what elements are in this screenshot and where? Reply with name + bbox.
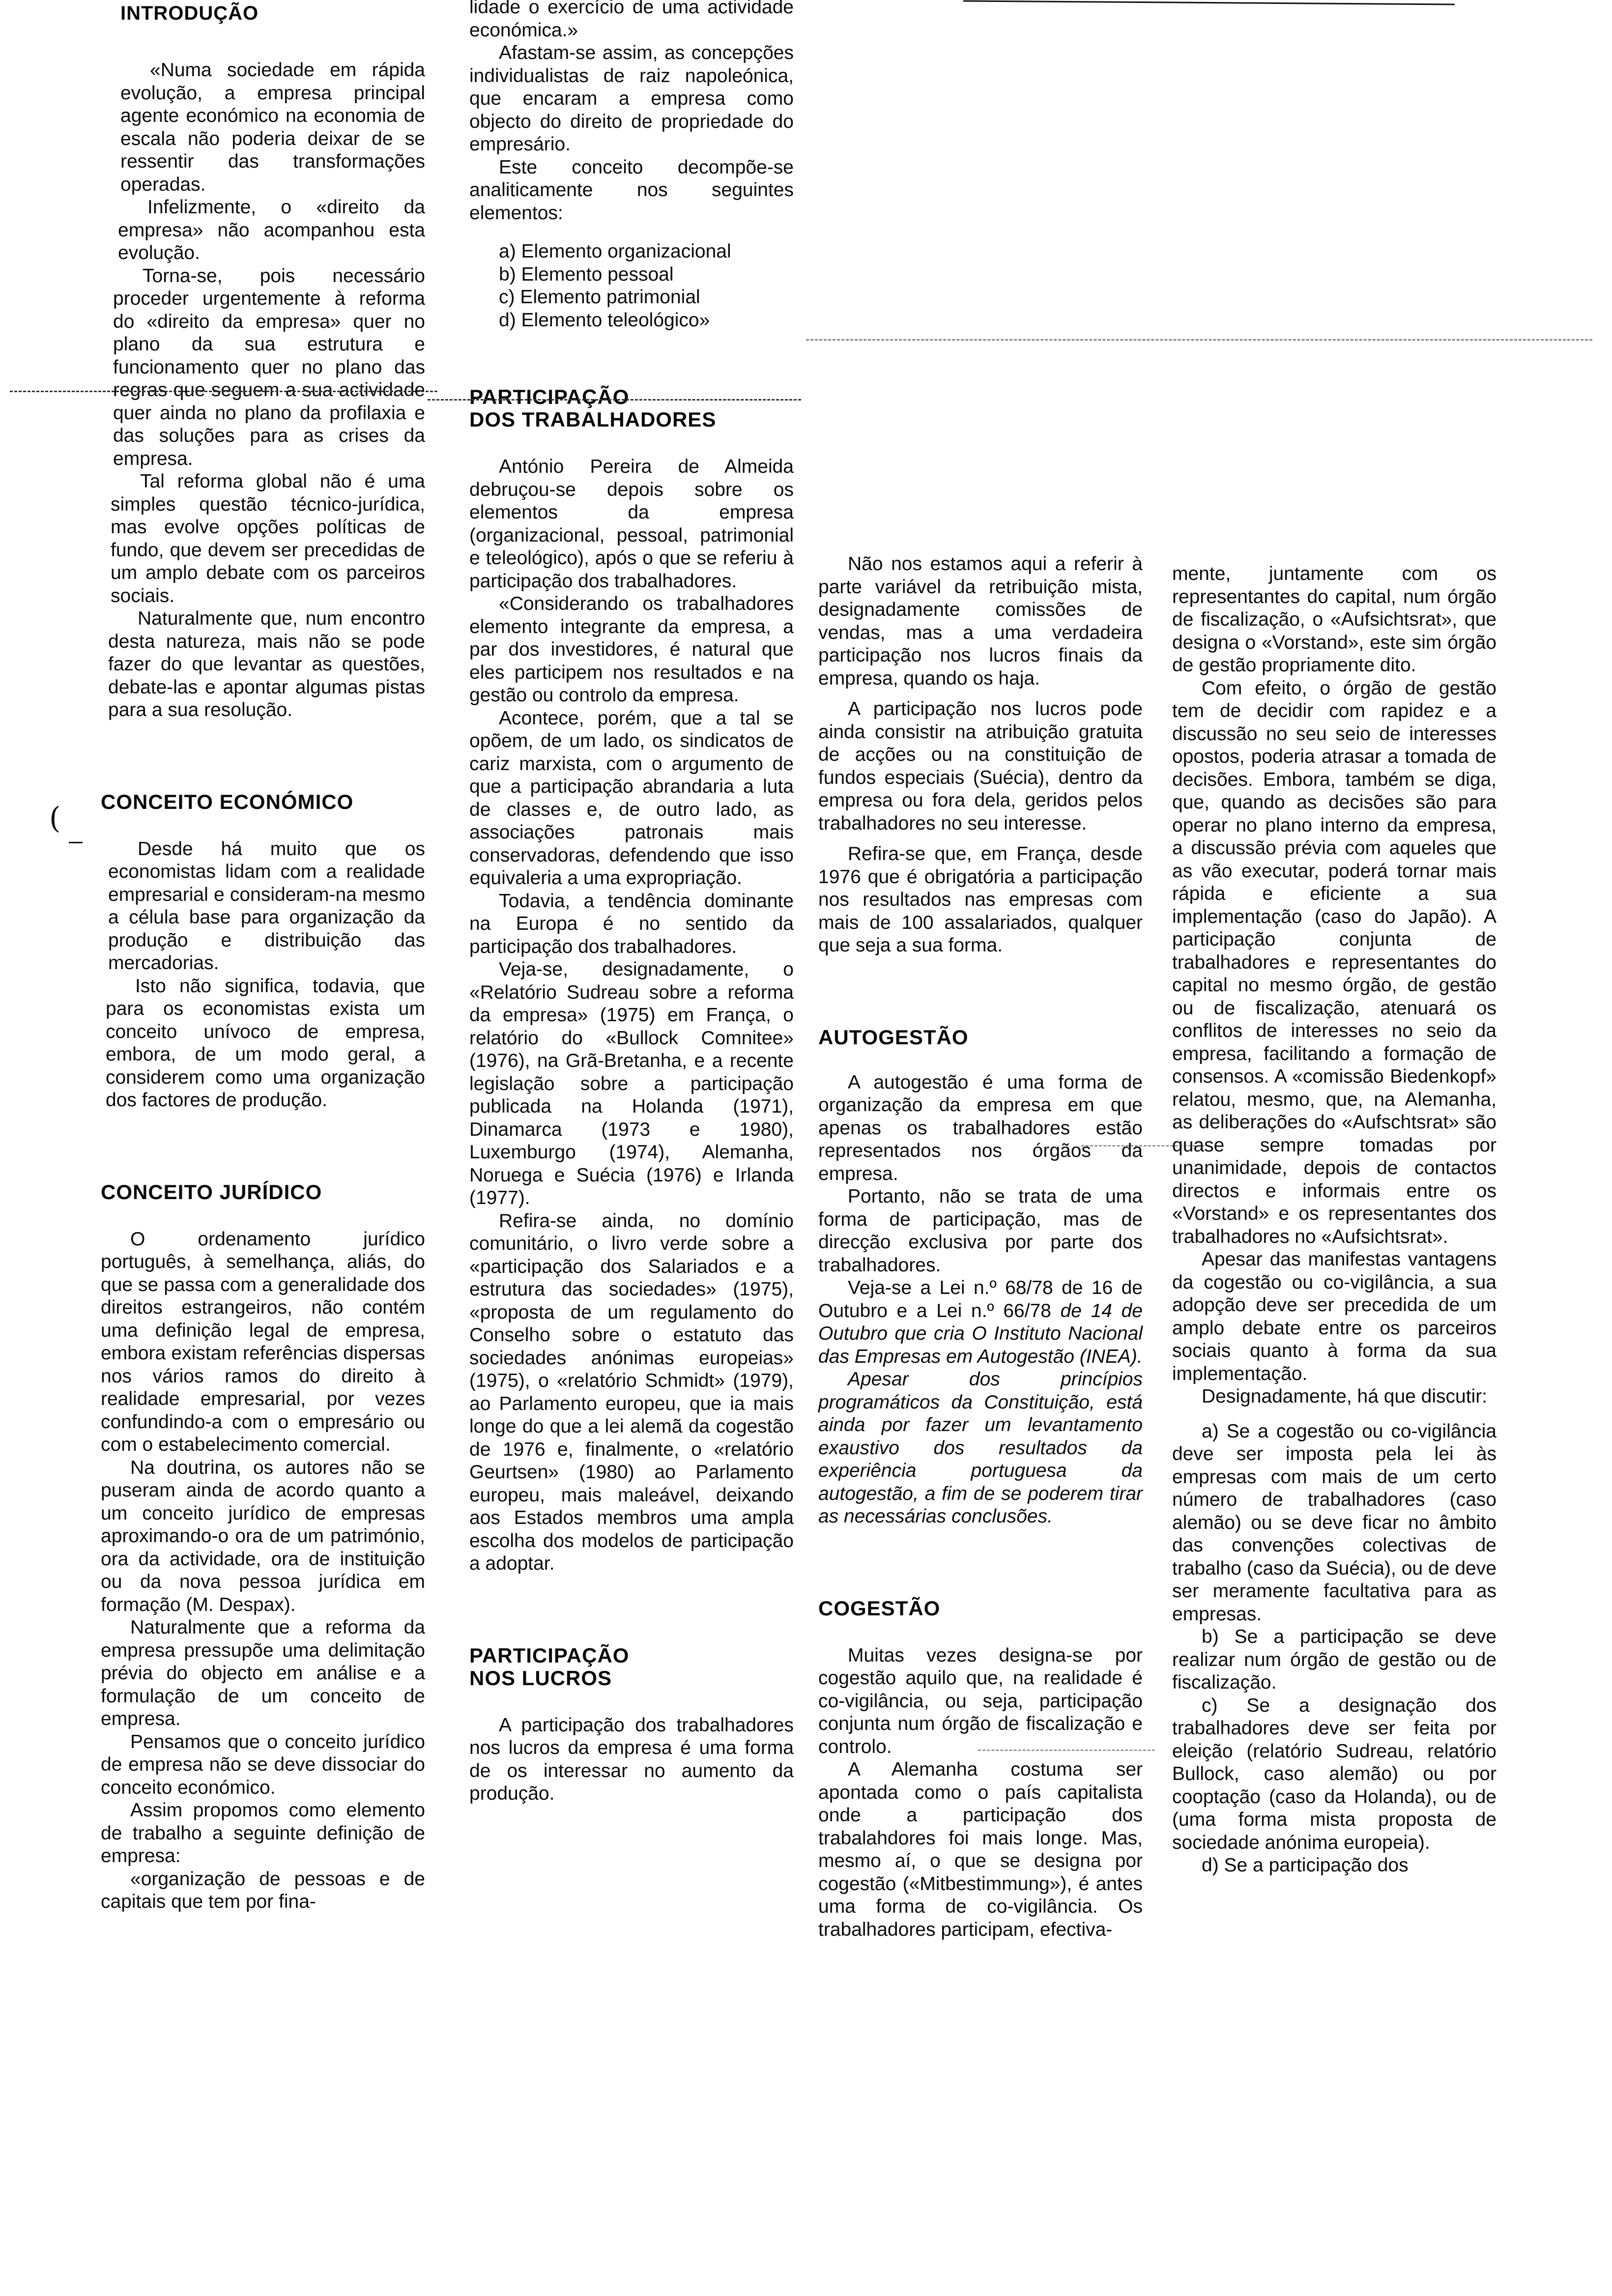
heading-line: PARTICIPAÇÃO <box>469 385 630 408</box>
paragraph: Com efeito, o órgão de gestão tem de decidir com rapidez e a discussão no seu seio de interesses opostos, poderia atrasar a tomada de decisões. Embora, também se diga, que, quando as decisões são para operar no plano interno da empresa, a discussão prévia com aqueles que as vão executar, poderá tornar mais rápida e eficiente a sua implementação (caso do Japão). A participação conjunta de trabalhadores e representantes do capital no mesmo órgão, de gestão ou de fiscalização, atenuará os conflitos de interesses no seio da empresa, facilitando a formação de consensos. A «comissão Biedenkopf» relatou, mesmo, que, na Alemanha, as deliberações do «Aufschtsrat» são quase sempre tomadas por unanimidade, depois de contactos directos e informais entre os «Vorstand» e os representantes dos trabalhadores no «Aufsichtsrat». <box>1172 677 1497 1247</box>
heading-conceito-juridico: CONCEITO JURÍDICO <box>101 1180 322 1204</box>
list-item: d) Elemento teleológico» <box>499 309 710 331</box>
paragraph: O ordenamento jurídico português, à semelhança, aliás, do que se passa com a generalidade dos direitos estrangeiros, não contém uma definição legal de empresa, embora existam referências dispersas nos vários ramos do direito à realidade empresarial, por vezes confundindo-a com o empresário ou com o estabelecimento comercial. <box>101 1228 425 1455</box>
paragraph: Este conceito decompõe-se analiticamente nos seguintes elementos: <box>469 156 794 224</box>
paragraph: Isto não significa, todavia, que para os economistas exista um conceito unívoco de empresa, embora, de um modo geral, a considerem como uma organização dos factores de produção. <box>106 975 425 1111</box>
paragraph: d) Se a participação dos <box>1202 1855 1409 1876</box>
paragraph-continued: mente, juntamente com os representantes do capital, num órgão de fiscalização, o «Aufsichtsrat», que designa o «Vorstand», este sim órgão de gestão propriamente dito. <box>1172 563 1497 676</box>
paragraph: Acontece, porém, que a tal se opõem, de um lado, os sindicatos de cariz marxista, com o argumento de que a participação abrandaria a luta de classes e, de outro lado, as associações patronais mais conservadoras, defendendo que isso equivaleria a uma expropriação. <box>469 707 794 889</box>
paragraph: Muitas vezes designa-se por cogestão aquilo que, na realidade é co-vigilância, ou seja, participação conjunta num órgão de fiscalização e controlo. <box>818 1644 1143 1757</box>
heading-cogestao: COGESTÃO <box>818 1596 941 1620</box>
paragraph: «Considerando os trabalhadores elemento integrante da empresa, a par dos investidores, é natural que eles participem nos resultados e na gestão ou controlo da empresa. <box>469 593 794 706</box>
paragraph-continued: lidade o exercício de uma actividade económica.» <box>469 0 794 41</box>
column-2 <box>469 0 794 1806</box>
paragraph: Tal reforma global não é uma simples questão técnico-jurídica, mas evolve opções políticas de fundo, que devem ser precedidas de um amplo debate com os parceiros sociais. <box>111 471 425 606</box>
heading-participacao-trabalhadores <box>469 386 794 431</box>
paragraph: Desde há muito que os economistas lidam com a realidade empresarial e consideram-na mesmo a célula base para organização da produção e distribuição das mercadorias. <box>108 838 425 974</box>
dashed-rule <box>428 399 801 402</box>
paragraph <box>818 1277 1143 1368</box>
heading-line: PARTICIPAÇÃO <box>469 1643 630 1667</box>
paragraph: b) Se a participação se deve realizar num órgão de gestão ou de fiscalização. <box>1172 1626 1497 1693</box>
column-3 <box>818 553 1143 1941</box>
paragraph: Refira-se ainda, no domínio comunitário, o livro verde sobre a «participação dos Salariados e a estrutura das sociedades» (1975), «proposta de um regulamento do Conselho sobre o estatuto das sociedades anónimas europeias» (1975), o «relatório Schmidt» (1979), ao Parlamento europeu, que ia mais longe do que a lei alemã da cogestão de 1976 e, finalmente, o «relatório Geurtsen» (1980) ao Parlamento europeu, mais maleável, deixando aos Estados membros uma ampla escolha dos modelos de participação a adoptar. <box>469 1210 794 1574</box>
heading-participacao-lucros <box>469 1644 794 1690</box>
paragraph: Todavia, a tendência dominante na Europa é no sentido da participação dos trabalhadores. <box>469 890 794 957</box>
dashed-rule <box>10 391 437 393</box>
paragraph: c) Se a designação dos trabalhadores deve ser feita por eleição (relatório Sudreau, relatório Bullock, caso alemão) ou por cooptação (caso da Holanda), ou de (uma forma mista proposta de sociedade anónima europeia). <box>1172 1694 1497 1853</box>
paragraph: A participação nos lucros pode ainda consistir na atribuição gratuita de acções ou na constituição de fundos especiais (Suécia), dentro da empresa ou fora dela, geridos pelos trabalhadores no seu interesse. <box>818 698 1143 834</box>
paragraph: Torna-se, pois necessário proceder urgentemente à reforma do «direito da empresa» quer no plano da sua estrutura e funcionamento quer no plano das regras que seguem a sua actividade quer ainda no plano da profilaxia e das soluções para as crises da empresa. <box>113 265 425 469</box>
law-reference-italic: de 14 de Outubro que cria O Instituto Nacional das Empresas em Autogestão (INEA). <box>818 1300 1143 1367</box>
column-1 <box>101 0 425 1914</box>
paragraph: Apesar das manifestas vantagens da cogestão ou co-vigilância, a sua adopção deve ser precedida de um amplo debate entre os parceiros sociais quanto à forma da sua implementação. <box>1172 1249 1497 1384</box>
margin-dash-mark <box>69 842 83 843</box>
paragraph: A participação dos trabalhadores nos lucros da empresa é uma forma de os interessar no aumento da produção. <box>469 1714 794 1804</box>
heading-line: DOS TRABALHADORES <box>469 408 717 431</box>
paragraph: Naturalmente que, num encontro desta natureza, mais não se pode fazer do que levantar as questões, debate-las e apontar algumas pistas para a sua resolução. <box>108 608 425 720</box>
list-item: c) Elemento patrimonial <box>499 287 700 308</box>
paragraph: A autogestão é uma forma de organização da empresa em que apenas os trabalhadores estão representados nos órgãos da empresa. <box>818 1071 1143 1184</box>
paragraph: Portanto, não se trata de uma forma de participação, mas de direcção exclusiva por parte dos trabalhadores. <box>818 1186 1143 1276</box>
paragraph: Infelizmente, o «direito da empresa» não acompanhou esta evolução. <box>118 197 425 263</box>
dashed-rule <box>806 339 1592 342</box>
paragraph: «Numa sociedade em rápida evolução, a empresa principal agente económico na economia de escala não poderia deixar de se ressentir das transformações operadas. <box>120 59 425 195</box>
paragraph: António Pereira de Almeida debruçou-se depois sobre os elementos da empresa (organizacional, pessoal, patrimonial e teleológico), após o que se referiu à participação dos trabalhadores. <box>469 456 794 592</box>
law-reference: Veja-se a Lei n.º 68/78 de 16 de Outubro e a Lei n.º 66/78 <box>818 1277 1143 1321</box>
paragraph: Não nos estamos aqui a referir à parte variável da retribuição mista, designadamente comissões de vendas, mas a uma verdadeira participação nos lucros finais da empresa, quando os haja. <box>818 553 1143 689</box>
list-item: b) Elemento pessoal <box>499 263 674 285</box>
dashed-rule <box>1081 1145 1209 1148</box>
paragraph: a) Se a cogestão ou co-vigilância deve ser imposta pela lei às empresas com mais de um certo número de trabalhadores (caso alemão) ou se deve ficar no âmbito das convenções colectivas de trabalho (caso da Suécia), ou de deve ser meramente facultativa para as empresas. <box>1172 1420 1497 1625</box>
heading-autogestao: AUTOGESTÃO <box>818 1025 969 1049</box>
paragraph-italic: Apesar dos princípios programáticos da Constituição, está ainda por fazer um levantamento exaustivo dos resultados da experiência portuguesa da autogestão, a fim de se poderem tirar as necessárias conclusões. <box>818 1369 1143 1527</box>
paragraph: «organização de pessoas e de capitais que tem por fina- <box>101 1868 425 1912</box>
margin-bracket-mark: ( <box>49 801 61 835</box>
paragraph: Assim propomos como elemento de trabalho a seguinte definição de empresa: <box>101 1800 425 1866</box>
paragraph: Naturalmente que a reforma da empresa pressupõe uma delimitação prévia do objecto em análise e a formulação de um conceito de empresa. <box>101 1617 425 1729</box>
paragraph: Pensamos que o conceito jurídico de empresa não se deve dissociar do conceito económico. <box>101 1731 425 1798</box>
elements-list <box>469 240 794 332</box>
heading-introducao: INTRODUÇÃO <box>120 2 259 24</box>
top-rule <box>963 0 1455 5</box>
column-4 <box>1172 563 1497 1877</box>
dashed-rule <box>978 1750 1155 1752</box>
paragraph: Na doutrina, os autores não se puseram ainda de acordo quanto a um conceito jurídico de empresas aproximando-o ora de um património, ora da actividade, ora de instituição ou da nova pessoa jurídica em formação (M. Despax). <box>101 1457 425 1615</box>
heading-line: NOS LUCROS <box>469 1666 612 1690</box>
paragraph: A Alemanha costuma ser apontada como o país capitalista onde a participação dos trabalahdores foi mais longe. Mas, mesmo aí, o que se designa por cogestão («Mitbestimmung»), é antes uma forma de co-vigilância. Os trabalhadores participam, efectiva- <box>818 1759 1143 1940</box>
list-item: a) Elemento organizacional <box>499 241 731 262</box>
paragraph: Veja-se, designadamente, o «Relatório Sudreau sobre a reforma da empresa» (1975) em França, o relatório do «Bullock Comnitee» (1976), na Grã-Bretanha, e a recente legislação sobre a participação publicada na Holanda (1971), Dinamarca (1973 e 1980), Luxemburgo (1974), Alemanha, Noruega e Suécia (1976) e Irlanda (1977). <box>469 959 794 1208</box>
heading-conceito-economico: CONCEITO ECONÓMICO <box>101 790 354 813</box>
paragraph: Refira-se que, em França, desde 1976 que é obrigatória a participação nos resultados nas empresas com mais de 100 assalariados, qualquer que seja a sua forma. <box>818 843 1143 956</box>
paragraph: Afastam-se assim, as concepções individualistas de raiz napoleónica, que encaram a empresa como objecto do direito de propriedade do empresário. <box>469 42 794 155</box>
paragraph: Designadamente, há que discutir: <box>1202 1386 1488 1407</box>
